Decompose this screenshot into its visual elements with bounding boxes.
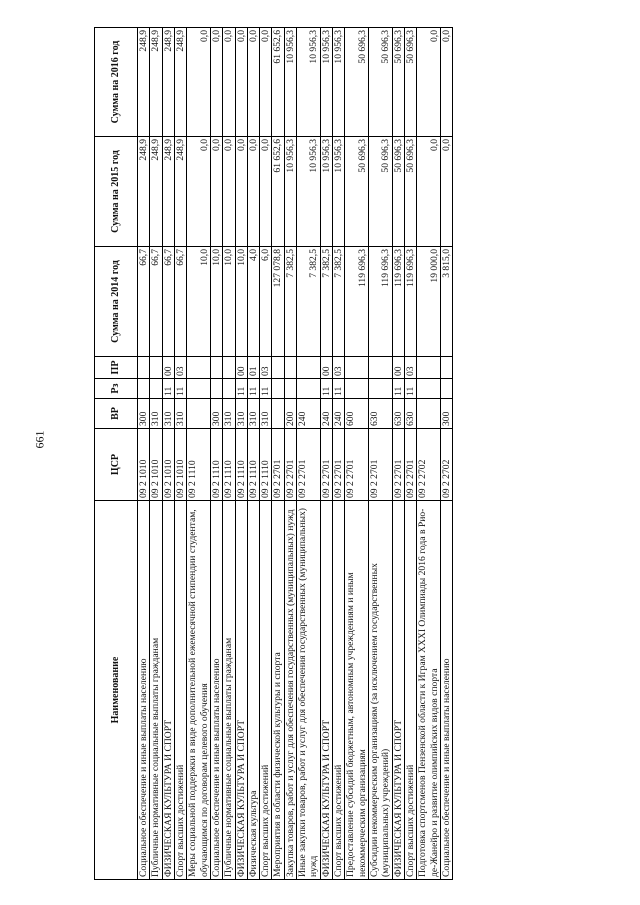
row-sum-2014: 7 382,5 [297, 247, 321, 357]
row-vr: 310 [235, 399, 247, 429]
row-vr [272, 399, 284, 429]
row-sum-2016: 0,0 [260, 28, 272, 137]
budget-table-rotated [94, 28, 554, 880]
row-csr: 09 2 2701 [333, 429, 345, 501]
row-csr: 09 2 2701 [320, 429, 332, 501]
row-sum-2016: 248,9 [174, 28, 186, 137]
row-sum-2014: 66,7 [162, 247, 174, 357]
row-pr: 00 [320, 357, 332, 379]
row-rz [440, 379, 452, 399]
row-sum-2016: 50 696,3 [392, 28, 404, 137]
table-row [404, 28, 416, 880]
row-sum-2015: 248,9 [150, 137, 162, 247]
row-vr: 300 [440, 399, 452, 429]
row-sum-2015: 0,0 [417, 137, 441, 247]
row-vr: 240 [297, 399, 321, 429]
budget-table [94, 27, 453, 880]
row-sum-2014: 119 696,3 [404, 247, 416, 357]
row-vr: 200 [284, 399, 296, 429]
row-name: Публичные нормативные социальные выплаты гражданам [223, 501, 235, 880]
row-pr [417, 357, 441, 379]
row-sum-2016: 50 696,3 [345, 28, 369, 137]
row-sum-2014: 3 815,0 [440, 247, 452, 357]
row-sum-2015: 0,0 [210, 137, 222, 247]
header-pr: ПР [95, 357, 138, 379]
row-rz [187, 379, 211, 399]
row-sum-2015: 248,9 [174, 137, 186, 247]
row-name: Публичные нормативные социальные выплаты гражданам [150, 501, 162, 880]
row-sum-2015: 0,0 [187, 137, 211, 247]
row-rz [223, 379, 235, 399]
row-sum-2014: 7 382,5 [320, 247, 332, 357]
header-csr: ЦСР [95, 429, 138, 501]
row-csr: 09 2 1110 [187, 429, 211, 501]
row-sum-2014: 119 696,3 [368, 247, 392, 357]
row-sum-2014: 10,0 [223, 247, 235, 357]
row-name: Социальное обеспечение и иные выплаты населению [440, 501, 452, 880]
row-rz [297, 379, 321, 399]
row-pr: 00 [235, 357, 247, 379]
row-sum-2016: 0,0 [247, 28, 259, 137]
row-pr [187, 357, 211, 379]
row-vr: 310 [150, 399, 162, 429]
row-rz: 11 [162, 379, 174, 399]
row-csr: 09 2 2701 [284, 429, 296, 501]
row-sum-2016: 0,0 [417, 28, 441, 137]
row-name: Меры социальной поддержки в виде дополнительной ежемесячной стипендии студентам, обучающимся по договорам целевого обучения [187, 501, 211, 880]
row-csr: 09 2 1110 [210, 429, 222, 501]
row-sum-2016: 248,9 [138, 28, 150, 137]
row-rz: 11 [235, 379, 247, 399]
table-row [223, 28, 235, 880]
row-pr: 00 [162, 357, 174, 379]
row-name: Спорт высших достижений [174, 501, 186, 880]
row-pr: 03 [260, 357, 272, 379]
row-csr: 09 2 1010 [162, 429, 174, 501]
row-vr: 310 [247, 399, 259, 429]
row-pr [138, 357, 150, 379]
table-row [284, 28, 296, 880]
row-name: ФИЗИЧЕСКАЯ КУЛЬТУРА И СПОРТ [235, 501, 247, 880]
row-rz: 11 [174, 379, 186, 399]
row-name: Мероприятия в области физической культуры и спорта [272, 501, 284, 880]
row-csr: 09 2 2701 [392, 429, 404, 501]
row-sum-2014: 66,7 [138, 247, 150, 357]
row-name: Закупка товаров, работ и услуг для обеспечения государственных (муниципальных) нужд [284, 501, 296, 880]
row-csr: 09 2 1010 [150, 429, 162, 501]
row-sum-2014: 119 696,3 [345, 247, 369, 357]
table-row [297, 28, 321, 880]
row-vr: 240 [333, 399, 345, 429]
table-row [247, 28, 259, 880]
row-sum-2016: 0,0 [440, 28, 452, 137]
row-rz: 11 [404, 379, 416, 399]
row-csr: 09 2 1110 [223, 429, 235, 501]
row-name: Субсидии некоммерческим организациям (за исключением государственных (муниципальных) учреждений) [368, 501, 392, 880]
row-rz [368, 379, 392, 399]
table-row [260, 28, 272, 880]
row-sum-2014: 119 696,3 [392, 247, 404, 357]
row-sum-2014: 19 000,0 [417, 247, 441, 357]
row-vr: 630 [392, 399, 404, 429]
row-pr: 00 [392, 357, 404, 379]
row-sum-2016: 10 956,3 [284, 28, 296, 137]
row-sum-2016: 0,0 [210, 28, 222, 137]
row-name: ФИЗИЧЕСКАЯ КУЛЬТУРА И СПОРТ [320, 501, 332, 880]
row-sum-2016: 61 652,6 [272, 28, 284, 137]
row-rz [417, 379, 441, 399]
row-pr: 01 [247, 357, 259, 379]
row-sum-2016: 10 956,3 [333, 28, 345, 137]
row-pr [210, 357, 222, 379]
row-rz [210, 379, 222, 399]
row-pr [150, 357, 162, 379]
table-row [368, 28, 392, 880]
row-sum-2015: 0,0 [260, 137, 272, 247]
row-sum-2015: 50 696,3 [392, 137, 404, 247]
row-sum-2015: 10 956,3 [320, 137, 332, 247]
row-vr: 310 [162, 399, 174, 429]
row-csr: 09 2 2701 [345, 429, 369, 501]
table-row [440, 28, 452, 880]
row-sum-2015: 50 696,3 [345, 137, 369, 247]
header-vr: ВР [95, 399, 138, 429]
row-rz: 11 [320, 379, 332, 399]
row-sum-2015: 0,0 [235, 137, 247, 247]
row-name: Физическая культура [247, 501, 259, 880]
row-vr [187, 399, 211, 429]
row-sum-2014: 4,0 [247, 247, 259, 357]
row-sum-2015: 10 956,3 [284, 137, 296, 247]
table-row [320, 28, 332, 880]
row-rz [345, 379, 369, 399]
row-pr [368, 357, 392, 379]
header-sum-2014: Сумма на 2014 год [95, 247, 138, 357]
row-sum-2014: 66,7 [174, 247, 186, 357]
row-sum-2015: 10 956,3 [297, 137, 321, 247]
table-row [150, 28, 162, 880]
row-rz [138, 379, 150, 399]
row-csr: 09 2 1010 [174, 429, 186, 501]
table-header-row [95, 28, 138, 880]
header-name: Наименование [95, 501, 138, 880]
row-pr: 03 [404, 357, 416, 379]
row-sum-2016: 0,0 [235, 28, 247, 137]
row-pr [284, 357, 296, 379]
row-rz: 11 [260, 379, 272, 399]
row-sum-2014: 10,0 [235, 247, 247, 357]
row-name: Социальное обеспечение и иные выплаты населению [138, 501, 150, 880]
table-row [187, 28, 211, 880]
row-csr: 09 2 2701 [297, 429, 321, 501]
row-pr: 03 [174, 357, 186, 379]
row-vr: 310 [223, 399, 235, 429]
row-name: ФИЗИЧЕСКАЯ КУЛЬТУРА И СПОРТ [162, 501, 174, 880]
row-pr [297, 357, 321, 379]
row-rz: 11 [333, 379, 345, 399]
row-rz: 11 [392, 379, 404, 399]
table-row [235, 28, 247, 880]
row-sum-2016: 248,9 [162, 28, 174, 137]
row-sum-2016: 0,0 [187, 28, 211, 137]
row-csr: 09 2 2701 [368, 429, 392, 501]
table-row [272, 28, 284, 880]
row-name: Подготовка спортсменов Пензенской области к Играм XXXI Олимпиады 2016 года в Рио-де-Жанейро и развитие олимпийских видов спорта [417, 501, 441, 880]
row-csr: 09 2 2702 [417, 429, 441, 501]
row-name: Спорт высших достижений [333, 501, 345, 880]
table-body [138, 28, 453, 880]
row-sum-2016: 0,0 [223, 28, 235, 137]
row-name: Социальное обеспечение и иные выплаты населению [210, 501, 222, 880]
row-sum-2015: 50 696,3 [404, 137, 416, 247]
row-sum-2014: 66,7 [150, 247, 162, 357]
row-vr: 300 [138, 399, 150, 429]
row-csr: 09 2 1110 [235, 429, 247, 501]
header-sum-2016: Сумма на 2016 год [95, 28, 138, 137]
row-csr: 09 2 2701 [404, 429, 416, 501]
row-sum-2014: 127 078,8 [272, 247, 284, 357]
row-rz [272, 379, 284, 399]
row-rz [150, 379, 162, 399]
table-row [392, 28, 404, 880]
row-vr: 600 [345, 399, 369, 429]
table-row [333, 28, 345, 880]
row-pr [223, 357, 235, 379]
page-number: 661 [32, 430, 47, 449]
row-rz [284, 379, 296, 399]
row-csr: 09 2 1110 [260, 429, 272, 501]
row-pr: 03 [333, 357, 345, 379]
row-name: Спорт высших достижений [404, 501, 416, 880]
table-row [138, 28, 150, 880]
row-name: Спорт высших достижений [260, 501, 272, 880]
table-row [417, 28, 441, 880]
row-pr [272, 357, 284, 379]
row-sum-2016: 10 956,3 [320, 28, 332, 137]
row-sum-2014: 6,0 [260, 247, 272, 357]
table-row [174, 28, 186, 880]
table-row [345, 28, 369, 880]
row-sum-2014: 10,0 [187, 247, 211, 357]
row-vr: 310 [260, 399, 272, 429]
row-sum-2015: 248,9 [162, 137, 174, 247]
row-name: ФИЗИЧЕСКАЯ КУЛЬТУРА И СПОРТ [392, 501, 404, 880]
row-sum-2016: 50 696,3 [368, 28, 392, 137]
row-vr: 310 [174, 399, 186, 429]
row-sum-2015: 248,9 [138, 137, 150, 247]
header-sum-2015: Сумма на 2015 год [95, 137, 138, 247]
row-sum-2014: 7 382,5 [333, 247, 345, 357]
table-row [162, 28, 174, 880]
row-pr [440, 357, 452, 379]
row-vr [417, 399, 441, 429]
row-csr: 09 2 2701 [272, 429, 284, 501]
row-csr: 09 2 1010 [138, 429, 150, 501]
row-sum-2014: 7 382,5 [284, 247, 296, 357]
row-name: Предоставление субсидий бюджетным, автономным учреждениям и иным некоммерческим организациям [345, 501, 369, 880]
header-rz: Рз [95, 379, 138, 399]
row-name: Иные закупки товаров, работ и услуг для обеспечения государственных (муниципальных) нужд [297, 501, 321, 880]
row-sum-2015: 0,0 [440, 137, 452, 247]
row-sum-2014: 10,0 [210, 247, 222, 357]
row-sum-2016: 50 696,3 [404, 28, 416, 137]
table-row [210, 28, 222, 880]
row-sum-2016: 248,9 [150, 28, 162, 137]
row-sum-2015: 61 652,6 [272, 137, 284, 247]
row-rz: 11 [247, 379, 259, 399]
row-vr: 630 [404, 399, 416, 429]
row-sum-2015: 50 696,3 [368, 137, 392, 247]
row-sum-2016: 10 956,3 [297, 28, 321, 137]
row-sum-2015: 10 956,3 [333, 137, 345, 247]
row-vr: 630 [368, 399, 392, 429]
row-csr: 09 2 2702 [440, 429, 452, 501]
row-pr [345, 357, 369, 379]
row-vr: 300 [210, 399, 222, 429]
row-csr: 09 2 1110 [247, 429, 259, 501]
row-vr: 240 [320, 399, 332, 429]
row-sum-2015: 0,0 [223, 137, 235, 247]
row-sum-2015: 0,0 [247, 137, 259, 247]
